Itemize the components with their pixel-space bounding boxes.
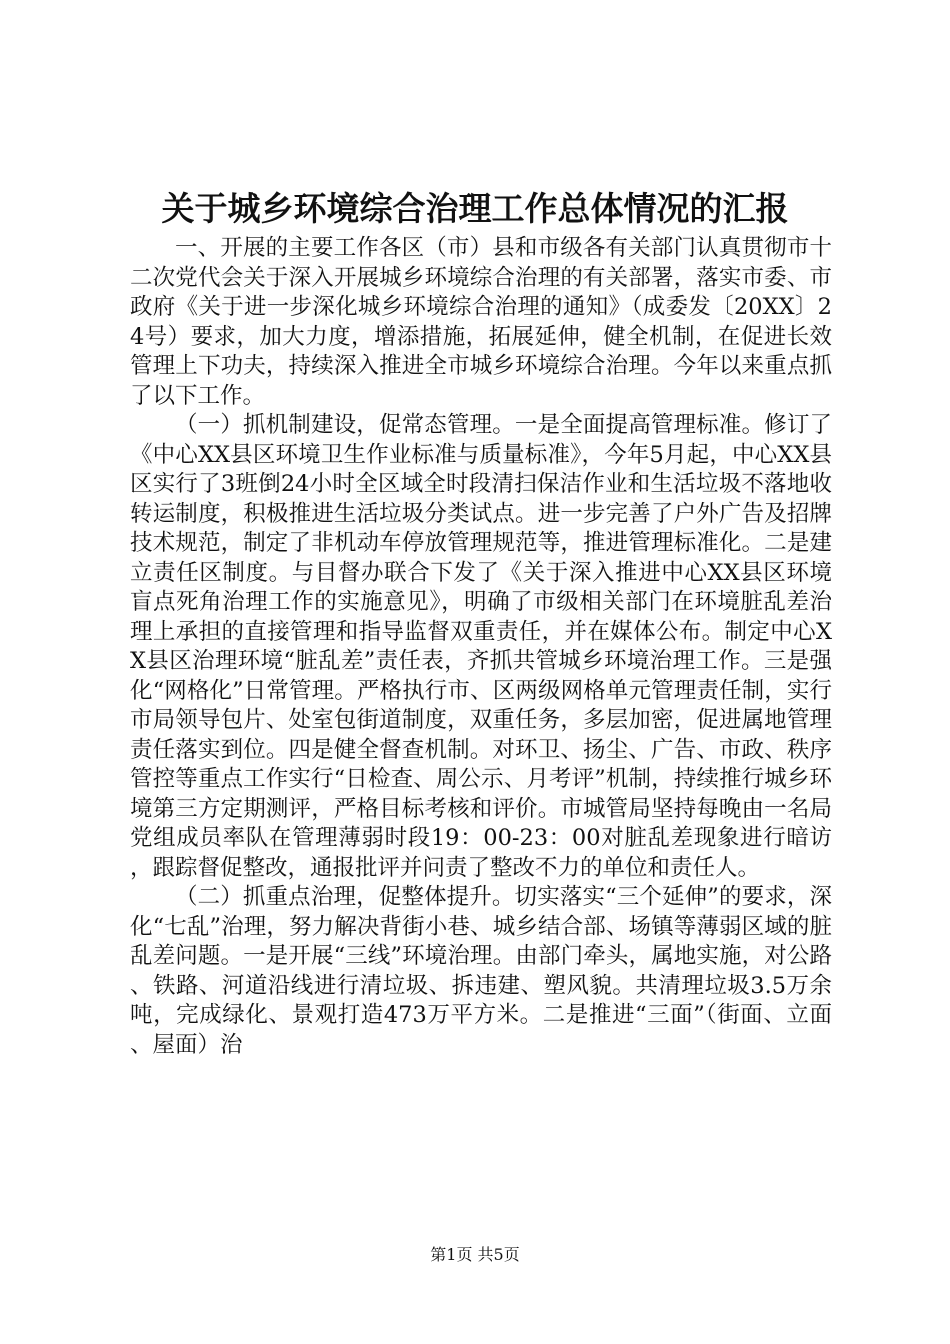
- document-body: [130, 234, 832, 1060]
- paragraph-intro: 一、开展的主要工作各区（市）县和市级各有关部门认真贯彻市十二次党代会关于深入开展城乡环境综合治理的有关部署，落实市委、市政府《关于进一步深化城乡环境综合治理的通知》（成委发〔20XX〕24号）要求，加大力度，增添措施，拓展延伸，健全机制，在促进长效管理上下功夫，持续深入推进全市城乡环境综合治理。今年以来重点抓了以下工作。: [130, 235, 832, 409]
- page-footer: 第1页 共5页: [430, 1245, 520, 1264]
- document-title: 关于城乡环境综合治理工作总体情况的汇报: [161, 189, 789, 228]
- paragraph-key-governance: （二）抓重点治理，促整体提升。切实落实“三个延伸”的要求，深化“七乱”治理，努力解决背街小巷、城乡结合部、场镇等薄弱区域的脏乱差问题。一是开展“三线”环境治理。由部门牵头，属地实施，对公路、铁路、河道沿线进行清垃圾、拆违建、塑风貌。共清理垃圾3.5万余吨，完成绿化、景观打造473万平方米。二是推进“三面”（街面、立面、屋面）治: [130, 884, 832, 1058]
- paragraph-mechanism: （一）抓机制建设，促常态管理。一是全面提高管理标准。修订了《中心XX县区环境卫生作业标准与质量标准》，今年5月起，中心XX县区实行了3班倒24小时全区域全时段清扫保洁作业和生活垃圾不落地收转运制度，积极推进生活垃圾分类试点。进一步完善了户外广告及招牌技术规范，制定了非机动车停放管理规范等，推进管理标准化。二是建立责任区制度。与目督办联合下发了《关于深入推进中心XX县区环境盲点死角治理工作的实施意见》，明确了市级相关部门在环境脏乱差治理上承担的直接管理和指导监督双重责任，并在媒体公布。制定中心XX县区治理环境“脏乱差”责任表，齐抓共管城乡环境治理工作。三是强化“网格化”日常管理。严格执行市、区两级网格单元管理责任制，实行市局领导包片、处室包街道制度，双重任务，多层加密，促进属地管理责任落实到位。四是健全督查机制。对环卫、扬尘、广告、市政、秩序管控等重点工作实行“日检查、周公示、月考评”机制，持续推行城乡环境第三方定期测评，严格目标考核和评价。市城管局坚持每晚由一名局党组成员率队在管理薄弱时段19：00-23：00对脏乱差现象进行暗访，跟踪督促整改，通报批评并问责了整改不力的单位和责任人。: [130, 412, 832, 881]
